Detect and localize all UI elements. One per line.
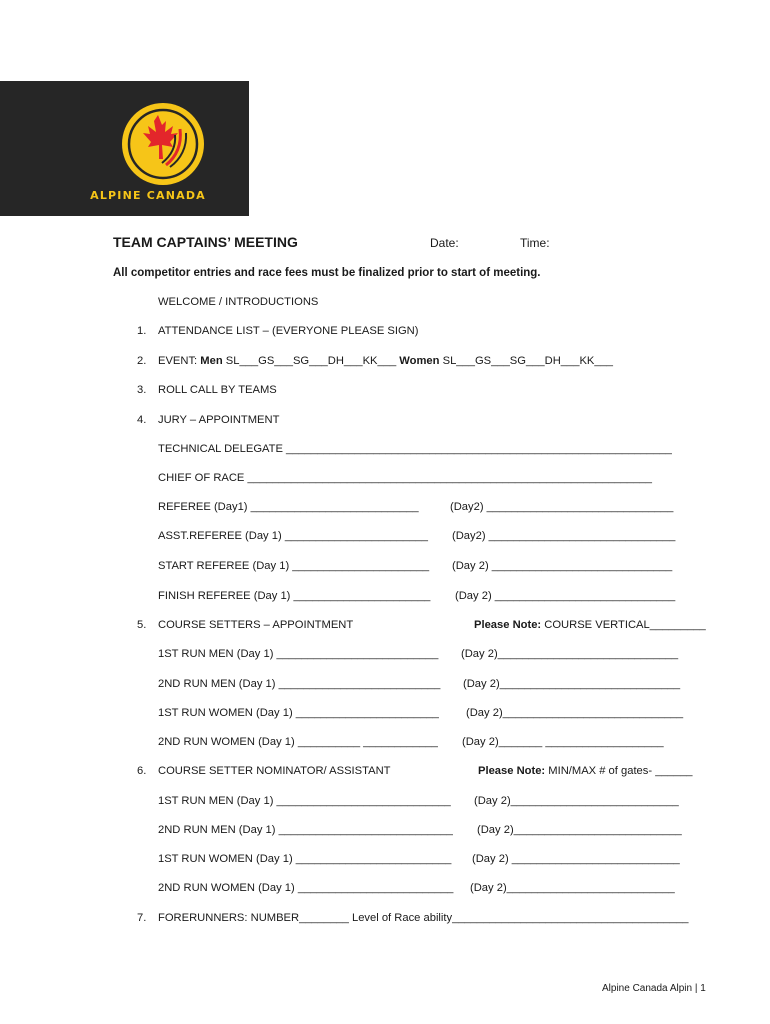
item-number: 3. xyxy=(137,384,147,396)
course-vertical-field[interactable]: COURSE VERTICAL_________ xyxy=(541,619,706,631)
women-label: Women xyxy=(399,355,440,367)
nominator-2nd-run-men-day1[interactable]: 2ND RUN MEN (Day 1) ____________________________ xyxy=(158,824,453,836)
start-referee-day2-field[interactable]: (Day 2) _____________________________ xyxy=(452,560,673,572)
setter-1st-run-women-day2[interactable]: (Day 2)_____________________________ xyxy=(466,707,684,719)
setter-2nd-run-men-day2[interactable]: (Day 2)_____________________________ xyxy=(463,678,681,690)
men-label: Men xyxy=(200,355,223,367)
setter-1st-run-men-day1[interactable]: 1ST RUN MEN (Day 1) __________________________ xyxy=(158,648,439,660)
page-title: TEAM CAPTAINS’ MEETING xyxy=(113,234,298,250)
setter-2nd-run-women-day1[interactable]: 2ND RUN WOMEN (Day 1) __________ ____________ xyxy=(158,736,438,748)
asst-referee-day1-field[interactable]: ASST.REFEREE (Day 1) _______________________ xyxy=(158,530,428,542)
alpine-canada-logo xyxy=(0,81,249,216)
nominator-1st-run-men-day1[interactable]: 1ST RUN MEN (Day 1) ____________________________ xyxy=(158,795,451,807)
page-number: 1 xyxy=(700,983,706,994)
chief-of-race-field[interactable]: CHIEF OF RACE _________________________________________________________________ xyxy=(158,472,652,484)
item-number: 1. xyxy=(137,325,147,337)
nominator-2nd-run-women-day1[interactable]: 2ND RUN WOMEN (Day 1) _________________________ xyxy=(158,882,454,894)
course-setters-item: COURSE SETTERS – APPOINTMENT xyxy=(158,619,354,631)
jury-item: JURY – APPOINTMENT xyxy=(158,414,280,426)
women-events: SL___GS___SG___DH___KK___ xyxy=(439,355,614,367)
item-number: 6. xyxy=(137,765,147,777)
setter-1st-run-men-day2[interactable]: (Day 2)_____________________________ xyxy=(461,648,679,660)
please-note-label: Please Note: xyxy=(474,619,542,631)
attendance-item: ATTENDANCE LIST – (EVERYONE PLEASE SIGN) xyxy=(158,325,419,337)
item-number: 7. xyxy=(137,912,147,924)
event-item xyxy=(158,355,613,367)
footer-text: Alpine Canada Alpin xyxy=(602,983,693,994)
finish-referee-day1-field[interactable]: FINISH REFEREE (Day 1) ______________________ xyxy=(158,590,431,602)
item-number: 5. xyxy=(137,619,147,631)
setter-nominator-item: COURSE SETTER NOMINATOR/ ASSISTANT xyxy=(158,765,391,777)
logo-wordmark: ALPINE CANADA xyxy=(90,189,206,202)
time-label: Time: xyxy=(520,236,550,250)
maple-leaf-emblem-icon xyxy=(118,99,208,189)
date-label: Date: xyxy=(430,236,459,250)
men-events: SL___GS___SG___DH___KK___ xyxy=(222,355,400,367)
course-vertical-note xyxy=(474,619,706,631)
referee-day1-field[interactable]: REFEREE (Day1) ___________________________ xyxy=(158,501,419,513)
item-number: 4. xyxy=(137,414,147,426)
nominator-2nd-run-men-day2[interactable]: (Day 2)___________________________ xyxy=(477,824,682,836)
setter-2nd-run-men-day1[interactable]: 2ND RUN MEN (Day 1) __________________________ xyxy=(158,678,441,690)
asst-referee-day2-field[interactable]: (Day2) ______________________________ xyxy=(452,530,676,542)
technical-delegate-field[interactable]: TECHNICAL DELEGATE ______________________________________________________________ xyxy=(158,443,672,455)
roll-call-item: ROLL CALL BY TEAMS xyxy=(158,384,277,396)
gates-field[interactable]: MIN/MAX # of gates- ______ xyxy=(545,765,693,777)
gates-note xyxy=(478,765,693,777)
finish-referee-day2-field[interactable]: (Day 2) _____________________________ xyxy=(455,590,676,602)
forerunners-field[interactable]: FORERUNNERS: NUMBER________ Level of Race ability______________________________________ xyxy=(158,912,689,924)
item-number: 2. xyxy=(137,355,147,367)
referee-day2-field[interactable]: (Day2) ______________________________ xyxy=(450,501,674,513)
please-note-label: Please Note: xyxy=(478,765,546,777)
welcome-item: WELCOME / INTRODUCTIONS xyxy=(158,296,319,308)
event-prefix: EVENT: xyxy=(158,355,201,367)
nominator-1st-run-women-day2[interactable]: (Day 2) ___________________________ xyxy=(472,853,680,865)
notice-text: All competitor entries and race fees must be finalized prior to start of meeting. xyxy=(113,267,541,279)
page-footer xyxy=(602,983,706,994)
nominator-1st-run-men-day2[interactable]: (Day 2)___________________________ xyxy=(474,795,679,807)
nominator-2nd-run-women-day2[interactable]: (Day 2)___________________________ xyxy=(470,882,675,894)
start-referee-day1-field[interactable]: START REFEREE (Day 1) ______________________ xyxy=(158,560,430,572)
setter-1st-run-women-day1[interactable]: 1ST RUN WOMEN (Day 1) _______________________ xyxy=(158,707,439,719)
setter-2nd-run-women-day2[interactable]: (Day 2)_______ ___________________ xyxy=(462,736,664,748)
footer-separator: | xyxy=(694,983,698,994)
nominator-1st-run-women-day1[interactable]: 1ST RUN WOMEN (Day 1) _________________________ xyxy=(158,853,452,865)
